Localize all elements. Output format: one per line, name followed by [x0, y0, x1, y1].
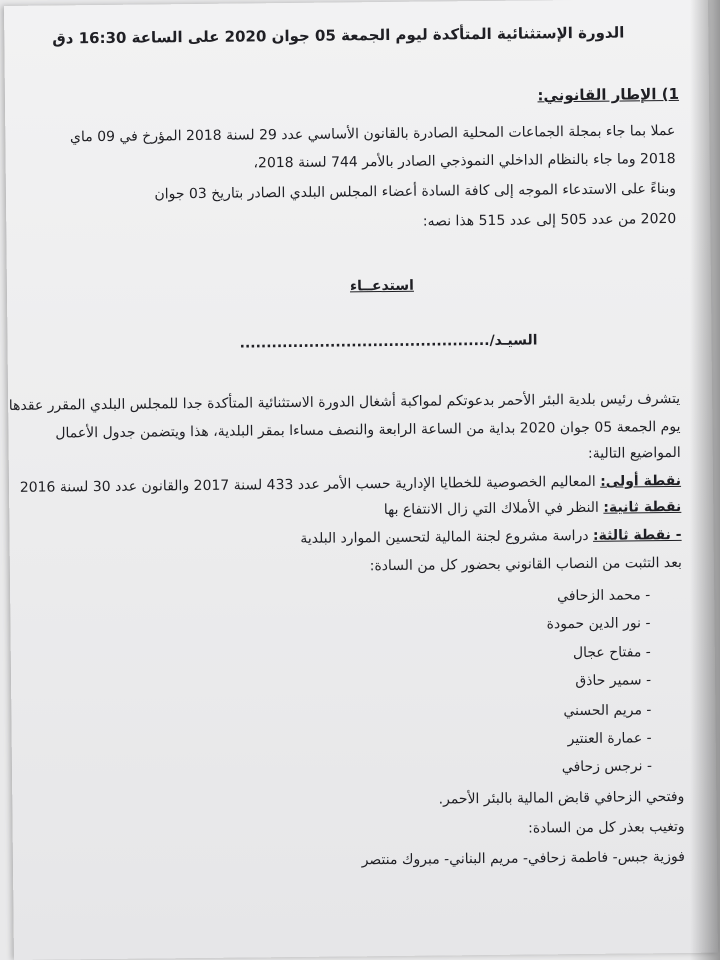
- agenda-item-2-label: نقطة ثانية:: [603, 498, 682, 516]
- attendee-6: - عمارة العنتير: [567, 730, 652, 748]
- attendee-7: - نرجس زحافي: [561, 758, 653, 776]
- body-line-1: يتشرف رئيس بلدية البئر الأحمر بدعوتكم لمواكبة أشغال الدورة الاستثنائية المتأكدة جدا للمجلس البلدي المقرر عقدها: [8, 390, 681, 414]
- attendee-2: - نور الدين حمودة: [546, 615, 651, 633]
- agenda-item-3: [300, 527, 681, 547]
- page-edge-shadow: [690, 0, 720, 960]
- legal-paragraph-line-3: وبناءً على الاستدعاء الموجه إلى كافة السادة أعضاء المجلس البلدي الصادر بتاريخ 03 جوان: [154, 180, 677, 203]
- quorum-line: بعد التثبت من النصاب القانوني بحضور كل من السادة:: [369, 554, 682, 575]
- agenda-item-3-label: - نقطة ثالثة:: [592, 526, 682, 544]
- addressee-line: السيـد/...............................................: [239, 332, 538, 352]
- attendee-4: - سمير حاذق: [575, 672, 652, 690]
- body-line-3: المواضيع التالية:: [587, 444, 681, 462]
- agenda-item-3-text: دراسة مشروع لجنة المالية لتحسين الموارد البلدية: [300, 527, 594, 547]
- body-line-2: يوم الجمعة 05 جوان 2020 بداية من الساعة الرابعة والنصف مساءا بمقر البلدية، هذا ويتضمن جدول الأعمال: [55, 418, 681, 442]
- agenda-item-2: [384, 499, 682, 518]
- legal-paragraph-line-4: 2020 من عدد 505 إلى عدد 515 هذا نصه:: [422, 210, 677, 230]
- document-page: [4, 0, 718, 960]
- legal-paragraph-line-1: عملا بما جاء بمجلة الجماعات المحلية الصادرة بالقانون الأساسي عدد 29 لسنة 2018 المؤرخ في 09 ماي: [69, 122, 676, 146]
- treasurer-line: وفتحي الزحافي قابض المالية بالبئر الأحمر.: [438, 788, 685, 808]
- agenda-item-1: [20, 473, 681, 496]
- absent-list: فوزية جبس- فاطمة زحافي- مريم البناني- مبروك منتصر: [361, 848, 686, 869]
- attendee-1: - محمد الزحافي: [557, 587, 651, 605]
- attendee-3: - مفتاح عجال: [572, 644, 651, 662]
- invitation-heading: استدعــاء: [349, 277, 414, 295]
- agenda-item-2-text: النظر في الأملاك التي زال الانتفاع بها: [383, 499, 604, 519]
- legal-paragraph-line-2: 2018 وما جاء بالنظام الداخلي النموذجي الصادر بالأمر 744 لسنة 2018،: [253, 150, 676, 172]
- session-title: الدورة الإستثنائية المتأكدة ليوم الجمعة 05 جوان 2020 على الساعة 16:30 دق: [52, 23, 625, 48]
- attendee-5: - مريم الحسني: [563, 702, 652, 720]
- agenda-item-1-label: نقطة أولى:: [600, 472, 682, 490]
- document-content: [8, 0, 694, 959]
- absent-intro: وتغيب بعذر كل من السادة:: [527, 818, 685, 837]
- agenda-item-1-text: المعاليم الخصوصية للخطايا الإدارية حسب الأمر عدد 433 لسنة 2017 والقانون عدد 30 لسنة 2016: [19, 473, 601, 496]
- legal-framework-heading: 1) الإطار القانوني:: [537, 84, 680, 105]
